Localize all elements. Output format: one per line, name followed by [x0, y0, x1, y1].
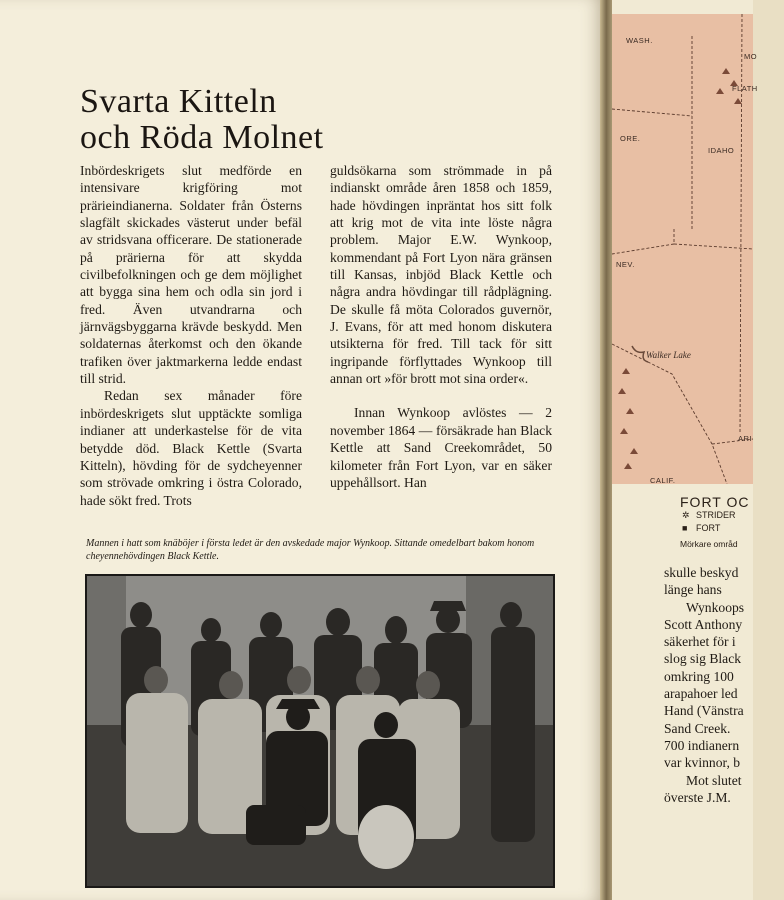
- line-8: arapahoer led: [664, 686, 738, 702]
- article-headline: [80, 84, 324, 156]
- right-page: [612, 0, 758, 900]
- fort-icon: ■: [682, 523, 688, 533]
- photo-caption: Mannen i hatt som knäböjer i första ledet är den avskedade major Wynkoop. Sittande omedelbart bakom honom cheyennehövdingen Black Kettle.: [86, 538, 535, 562]
- line-14: överste J.M.: [664, 789, 731, 805]
- line-6: slog sig Black: [664, 651, 742, 667]
- text-column-1: [80, 162, 302, 509]
- headline-line-1: Svarta Kitteln: [80, 83, 277, 120]
- map-label-calif: CALIF.: [650, 476, 676, 485]
- line-7: omkring 100: [664, 668, 734, 684]
- paragraph-1: Inbördeskrigets slut medförde en intensivare krigföring mot prärieindianerna. Soldater från Österns slagfält skickades västerut under befäl av stridsvana officerare. De stationerade på prärierna för att skydda civilbefolkningen och ge dem möjlighet att bygga sina hem och odla sin jord i fred. Även utvandrarna och järnvägsbyggarna krävde beskydd. Men soldaternas återkomst och den ökande trafiken över jaktmarkerna ledde endast till strid.: [80, 163, 302, 387]
- line-5: säkerhet för i: [664, 634, 736, 650]
- line-4: Scott Anthony: [664, 616, 743, 632]
- line-13: Mot slutet: [686, 772, 742, 788]
- map-boundaries: [612, 14, 753, 554]
- line-10: Sand Creek.: [664, 720, 731, 736]
- map-label-walker-lake: Walker Lake: [646, 350, 691, 360]
- line-1: skulle beskyd: [664, 565, 739, 580]
- map-label-flath: FLATH: [732, 84, 758, 93]
- paragraph-4: Innan Wynkoop avlöstes — 2 november 1864 — försäkrade han Black Kettle att Sand Creekområdet, 50 kilometer från Fort Lyon, var en säker uppehållsort. Han: [330, 405, 552, 490]
- text-column-3: [664, 564, 784, 806]
- photo-illustration: [86, 575, 554, 887]
- map-label-ari: ARI: [738, 434, 753, 443]
- map-label-nev: NEV.: [616, 260, 635, 269]
- paragraph-3: guldsökarna som strömmade in på indianskt område åren 1858 och 1859, hade hövdingen inpräntat hos sitt folk att krig mot de vita inte löste några problem. Major E.W. Wynkoop, kommendant på Fort Lyon nära gränsen till Kansas, inbjöd Black Kettle och några andra hövdingar till rådplägning. De skulle få möta Colorados guvernör, J. Evans, för att med honom diskutera utsikterna för fred. Till tack för sitt ingripande förflyttades Wynkoop till annan ort »för brott mot sina order«.: [330, 163, 552, 387]
- legend-fort: [682, 523, 720, 533]
- legend-note: Mörkare områd: [680, 539, 738, 549]
- text-column-2: [330, 162, 552, 491]
- line-3: Wynkoops: [686, 599, 745, 615]
- line-2: länge hans: [664, 582, 722, 598]
- paragraph-2: Redan sex månader före inbördeskrigets slut upptäckte somliga indianer att underkastelse för de vita betydde död. Black Kettle (Svarta Kitteln), hövding för de sydcheyenner som strövade omkring i östra Colorado, hade sökt fred. Trots: [80, 388, 302, 508]
- map-label-idaho: IDAHO: [708, 146, 735, 155]
- legend-strider: [682, 510, 736, 521]
- legend-fort-label: FORT: [696, 523, 721, 533]
- map-label-ore: ORE.: [620, 134, 641, 143]
- battle-icon: ✲: [682, 510, 690, 520]
- map-title: FORT OC: [680, 494, 750, 510]
- legend-strider-label: STRIDER: [696, 510, 736, 520]
- line-12: var kvinnor, b: [664, 755, 741, 771]
- map-label-mo: MO: [744, 52, 758, 61]
- line-9: Hand (Vänstra: [664, 703, 744, 719]
- historical-group-photo: [86, 575, 554, 887]
- line-11: 700 indianern: [664, 737, 740, 753]
- headline-line-2: och Röda Molnet: [80, 119, 324, 156]
- territory-map: [612, 14, 758, 554]
- map-label-wash: WASH.: [626, 36, 653, 45]
